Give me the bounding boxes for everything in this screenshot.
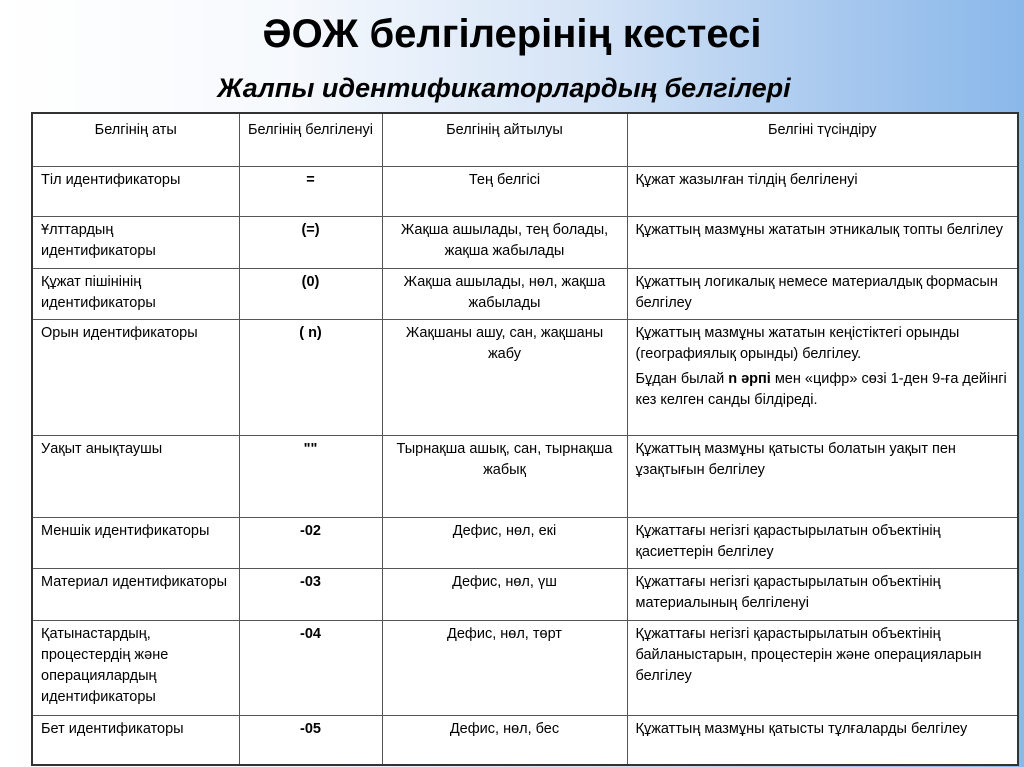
sign-mark-cell: (0) xyxy=(239,268,382,319)
signs-table xyxy=(31,112,1019,766)
sign-mark-cell: -03 xyxy=(239,568,382,620)
sign-name-cell: Уақыт анықтаушы xyxy=(32,435,239,517)
sign-name-cell: Меншік идентификаторы xyxy=(32,517,239,568)
table-row xyxy=(32,620,1018,715)
header-sign-explanation: Белгіні түсіндіру xyxy=(627,113,1018,166)
slide-title: ӘОЖ белгілерінің кестесі xyxy=(262,12,762,56)
header-sign-mark: Белгінің белгіленуі xyxy=(239,113,382,166)
sign-name-cell: Құжат пішінінің идентификаторы xyxy=(32,268,239,319)
sign-mark-cell: -05 xyxy=(239,715,382,765)
sign-name-cell: Бет идентификаторы xyxy=(32,715,239,765)
sign-mark-cell: = xyxy=(239,166,382,216)
sign-mark-cell: -02 xyxy=(239,517,382,568)
sign-mark-cell: ( n) xyxy=(239,319,382,435)
sign-explanation-cell: Құжаттағы негізгі қарастырылатын объектінің қасиеттерін белгілеу xyxy=(627,517,1018,568)
sign-reading-cell: Жақша ашылады, нөл, жақша жабылады xyxy=(382,268,627,319)
sign-reading-cell: Жақшаны ашу, сан, жақшаны жабу xyxy=(382,319,627,435)
sign-explanation-cell: Құжат жазылған тілдің белгіленуі xyxy=(627,166,1018,216)
sign-explanation-cell xyxy=(627,319,1018,435)
sign-name-cell: Ұлттардың идентификаторы xyxy=(32,216,239,268)
sign-explanation-cell: Құжаттың мазмұны қатысты болатын уақыт пен ұзақтығын белгілеу xyxy=(627,435,1018,517)
sign-reading-cell: Тырнақша ашық, сан, тырнақша жабық xyxy=(382,435,627,517)
sign-name-cell: Орын идентификаторы xyxy=(32,319,239,435)
sign-explanation-text: Құжаттың мазмұны жататын кеңістіктегі орынды (географиялық орынды) белгілеу. xyxy=(635,324,960,362)
sign-explanation-cell: Құжаттың мазмұны қатысты тұлғаларды белгілеу xyxy=(627,715,1018,765)
sign-name-cell: Материал идентификаторы xyxy=(32,568,239,620)
table-row xyxy=(32,715,1018,765)
note-text-before: Бұдан былай xyxy=(635,370,729,387)
sign-explanation-cell: Құжаттағы негізгі қарастырылатын объектінің материалының белгіленуі xyxy=(627,568,1018,620)
table-header-row xyxy=(32,113,1018,166)
sign-explanation-cell: Құжаттағы негізгі қарастырылатын объектінің байланыстарын, процестерін және операцияларын белгілеу xyxy=(627,620,1018,715)
sign-reading-cell: Дефис, нөл, үш xyxy=(382,568,627,620)
note-text-after: мен «цифр» сөзі 1-ден 9-ға дейінгі кез келген санды білдіреді. xyxy=(635,370,1007,408)
header-sign-reading: Белгінің айтылуы xyxy=(382,113,627,166)
sign-reading-cell: Дефис, нөл, бес xyxy=(382,715,627,765)
sign-mark-cell: "" xyxy=(239,435,382,517)
table-row xyxy=(32,216,1018,268)
table-row xyxy=(32,319,1018,435)
sign-reading-cell: Дефис, нөл, екі xyxy=(382,517,627,568)
sign-mark-cell: (=) xyxy=(239,216,382,268)
table-row xyxy=(32,435,1018,517)
table-row xyxy=(32,517,1018,568)
sign-name-cell: Тіл идентификаторы xyxy=(32,166,239,216)
slide-subtitle: Жалпы идентификаторлардың белгілері xyxy=(217,73,791,103)
note-text-bold: n әрпі xyxy=(728,370,771,387)
header-sign-name: Белгінің аты xyxy=(32,113,239,166)
sign-mark-cell: -04 xyxy=(239,620,382,715)
table-row xyxy=(32,268,1018,319)
sign-reading-cell: Дефис, нөл, төрт xyxy=(382,620,627,715)
sign-name-cell: Қатынастардың, процестердің және операциялардың идентификаторы xyxy=(32,620,239,715)
sign-reading-cell: Жақша ашылады, тең болады, жақша жабылады xyxy=(382,216,627,268)
sign-explanation-note xyxy=(636,369,1010,411)
sign-reading-cell: Тең белгісі xyxy=(382,166,627,216)
table-row xyxy=(32,166,1018,216)
sign-explanation-cell: Құжаттың мазмұны жататын этникалық топты белгілеу xyxy=(627,216,1018,268)
sign-explanation-cell: Құжаттың логикалық немесе материалдық формасын белгілеу xyxy=(627,268,1018,319)
table-row xyxy=(32,568,1018,620)
